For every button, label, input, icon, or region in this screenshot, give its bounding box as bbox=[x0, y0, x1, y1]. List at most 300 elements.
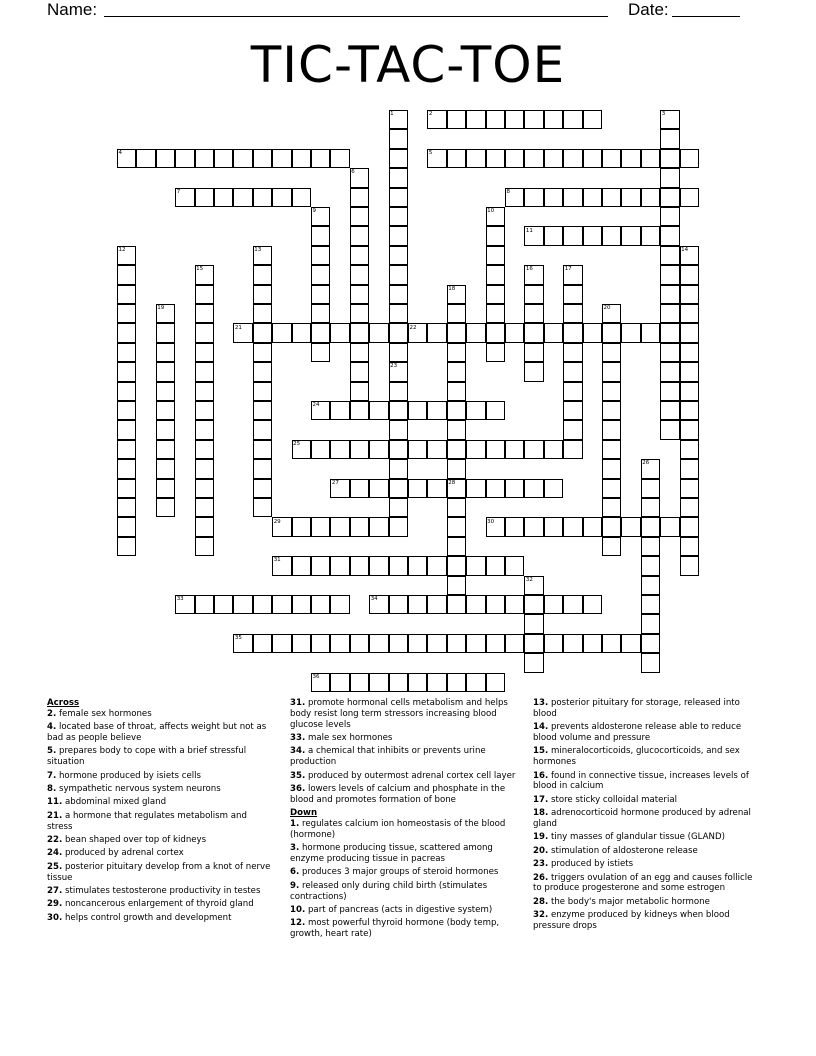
grid-cell[interactable] bbox=[427, 110, 446, 129]
grid-cell[interactable] bbox=[408, 595, 427, 614]
grid-cell[interactable] bbox=[389, 110, 408, 129]
grid-cell[interactable] bbox=[156, 479, 175, 498]
grid-cell[interactable] bbox=[486, 401, 505, 420]
grid-cell[interactable] bbox=[602, 343, 621, 362]
grid-cell[interactable] bbox=[447, 595, 466, 614]
grid-cell[interactable] bbox=[505, 634, 524, 653]
grid-cell[interactable] bbox=[583, 323, 602, 342]
grid-cell[interactable] bbox=[311, 401, 330, 420]
grid-cell[interactable] bbox=[524, 653, 543, 672]
grid-cell[interactable] bbox=[680, 285, 699, 304]
grid-cell[interactable] bbox=[389, 168, 408, 187]
grid-cell[interactable] bbox=[253, 246, 272, 265]
grid-cell[interactable] bbox=[117, 440, 136, 459]
grid-cell[interactable] bbox=[680, 362, 699, 381]
grid-cell[interactable] bbox=[427, 401, 446, 420]
grid-cell[interactable] bbox=[253, 343, 272, 362]
grid-cell[interactable] bbox=[117, 265, 136, 284]
grid-cell[interactable] bbox=[427, 323, 446, 342]
grid-cell[interactable] bbox=[311, 634, 330, 653]
grid-cell[interactable] bbox=[427, 634, 446, 653]
grid-cell[interactable] bbox=[447, 382, 466, 401]
grid-cell[interactable] bbox=[350, 556, 369, 575]
grid-cell[interactable] bbox=[660, 246, 679, 265]
grid-cell[interactable] bbox=[641, 634, 660, 653]
grid-cell[interactable] bbox=[486, 440, 505, 459]
grid-cell[interactable] bbox=[486, 149, 505, 168]
grid-cell[interactable] bbox=[641, 479, 660, 498]
grid-cell[interactable] bbox=[486, 634, 505, 653]
grid-cell[interactable] bbox=[350, 226, 369, 245]
grid-cell[interactable] bbox=[466, 479, 485, 498]
grid-cell[interactable] bbox=[272, 323, 291, 342]
grid-cell[interactable] bbox=[389, 188, 408, 207]
grid-cell[interactable] bbox=[117, 401, 136, 420]
grid-cell[interactable] bbox=[602, 537, 621, 556]
grid-cell[interactable] bbox=[350, 517, 369, 536]
grid-cell[interactable] bbox=[389, 226, 408, 245]
grid-cell[interactable] bbox=[466, 110, 485, 129]
grid-cell[interactable] bbox=[117, 285, 136, 304]
grid-cell[interactable] bbox=[117, 343, 136, 362]
grid-cell[interactable] bbox=[350, 343, 369, 362]
grid-cell[interactable] bbox=[524, 362, 543, 381]
grid-cell[interactable] bbox=[350, 168, 369, 187]
grid-cell[interactable] bbox=[544, 188, 563, 207]
grid-cell[interactable] bbox=[680, 382, 699, 401]
grid-cell[interactable] bbox=[641, 556, 660, 575]
grid-cell[interactable] bbox=[408, 556, 427, 575]
grid-cell[interactable] bbox=[447, 634, 466, 653]
grid-cell[interactable] bbox=[117, 517, 136, 536]
grid-cell[interactable] bbox=[447, 440, 466, 459]
grid-cell[interactable] bbox=[427, 479, 446, 498]
grid-cell[interactable] bbox=[544, 323, 563, 342]
grid-cell[interactable] bbox=[563, 440, 582, 459]
grid-cell[interactable] bbox=[583, 517, 602, 536]
grid-cell[interactable] bbox=[156, 323, 175, 342]
grid-cell[interactable] bbox=[156, 420, 175, 439]
grid-cell[interactable] bbox=[583, 226, 602, 245]
grid-cell[interactable] bbox=[524, 285, 543, 304]
grid-cell[interactable] bbox=[602, 323, 621, 342]
grid-cell[interactable] bbox=[389, 382, 408, 401]
grid-cell[interactable] bbox=[486, 556, 505, 575]
grid-cell[interactable] bbox=[447, 576, 466, 595]
grid-cell[interactable] bbox=[602, 226, 621, 245]
grid-cell[interactable] bbox=[466, 634, 485, 653]
grid-cell[interactable] bbox=[660, 420, 679, 439]
grid-cell[interactable] bbox=[233, 149, 252, 168]
grid-cell[interactable] bbox=[389, 498, 408, 517]
grid-cell[interactable] bbox=[466, 323, 485, 342]
grid-cell[interactable] bbox=[350, 188, 369, 207]
grid-cell[interactable] bbox=[524, 440, 543, 459]
grid-cell[interactable] bbox=[680, 323, 699, 342]
grid-cell[interactable] bbox=[292, 149, 311, 168]
grid-cell[interactable] bbox=[544, 634, 563, 653]
grid-cell[interactable] bbox=[156, 459, 175, 478]
grid-cell[interactable] bbox=[330, 401, 349, 420]
grid-cell[interactable] bbox=[408, 673, 427, 692]
grid-cell[interactable] bbox=[311, 265, 330, 284]
grid-cell[interactable] bbox=[563, 265, 582, 284]
grid-cell[interactable] bbox=[447, 401, 466, 420]
grid-cell[interactable] bbox=[253, 323, 272, 342]
grid-cell[interactable] bbox=[311, 285, 330, 304]
grid-cell[interactable] bbox=[505, 110, 524, 129]
grid-cell[interactable] bbox=[233, 634, 252, 653]
grid-cell[interactable] bbox=[311, 246, 330, 265]
grid-cell[interactable] bbox=[253, 149, 272, 168]
grid-cell[interactable] bbox=[660, 517, 679, 536]
grid-cell[interactable] bbox=[486, 265, 505, 284]
grid-cell[interactable] bbox=[253, 382, 272, 401]
grid-cell[interactable] bbox=[641, 653, 660, 672]
grid-cell[interactable] bbox=[660, 168, 679, 187]
grid-cell[interactable] bbox=[563, 343, 582, 362]
grid-cell[interactable] bbox=[214, 188, 233, 207]
grid-cell[interactable] bbox=[602, 401, 621, 420]
grid-cell[interactable] bbox=[505, 149, 524, 168]
grid-cell[interactable] bbox=[117, 149, 136, 168]
grid-cell[interactable] bbox=[214, 595, 233, 614]
grid-cell[interactable] bbox=[311, 304, 330, 323]
grid-cell[interactable] bbox=[389, 323, 408, 342]
grid-cell[interactable] bbox=[195, 498, 214, 517]
grid-cell[interactable] bbox=[330, 673, 349, 692]
grid-cell[interactable] bbox=[233, 595, 252, 614]
grid-cell[interactable] bbox=[544, 479, 563, 498]
grid-cell[interactable] bbox=[292, 517, 311, 536]
grid-cell[interactable] bbox=[486, 246, 505, 265]
grid-cell[interactable] bbox=[330, 149, 349, 168]
grid-cell[interactable] bbox=[680, 265, 699, 284]
grid-cell[interactable] bbox=[330, 517, 349, 536]
grid-cell[interactable] bbox=[505, 595, 524, 614]
grid-cell[interactable] bbox=[272, 149, 291, 168]
grid-cell[interactable] bbox=[195, 362, 214, 381]
grid-cell[interactable] bbox=[641, 149, 660, 168]
grid-cell[interactable] bbox=[369, 517, 388, 536]
grid-cell[interactable] bbox=[117, 459, 136, 478]
grid-cell[interactable] bbox=[408, 440, 427, 459]
grid-cell[interactable] bbox=[195, 517, 214, 536]
grid-cell[interactable] bbox=[524, 323, 543, 342]
grid-cell[interactable] bbox=[660, 110, 679, 129]
grid-cell[interactable] bbox=[195, 420, 214, 439]
grid-cell[interactable] bbox=[583, 595, 602, 614]
grid-cell[interactable] bbox=[486, 226, 505, 245]
grid-cell[interactable] bbox=[117, 362, 136, 381]
grid-cell[interactable] bbox=[583, 110, 602, 129]
grid-cell[interactable] bbox=[641, 537, 660, 556]
grid-cell[interactable] bbox=[680, 343, 699, 362]
grid-cell[interactable] bbox=[427, 149, 446, 168]
grid-cell[interactable] bbox=[660, 323, 679, 342]
grid-cell[interactable] bbox=[602, 498, 621, 517]
grid-cell[interactable] bbox=[602, 634, 621, 653]
grid-cell[interactable] bbox=[563, 188, 582, 207]
grid-cell[interactable] bbox=[330, 440, 349, 459]
grid-cell[interactable] bbox=[311, 556, 330, 575]
grid-cell[interactable] bbox=[660, 401, 679, 420]
grid-cell[interactable] bbox=[447, 479, 466, 498]
grid-cell[interactable] bbox=[389, 479, 408, 498]
grid-cell[interactable] bbox=[195, 188, 214, 207]
grid-cell[interactable] bbox=[447, 517, 466, 536]
grid-cell[interactable] bbox=[486, 207, 505, 226]
grid-cell[interactable] bbox=[524, 634, 543, 653]
grid-cell[interactable] bbox=[214, 149, 233, 168]
grid-cell[interactable] bbox=[253, 285, 272, 304]
grid-cell[interactable] bbox=[117, 382, 136, 401]
grid-cell[interactable] bbox=[486, 304, 505, 323]
grid-cell[interactable] bbox=[524, 304, 543, 323]
grid-cell[interactable] bbox=[427, 673, 446, 692]
grid-cell[interactable] bbox=[311, 149, 330, 168]
grid-cell[interactable] bbox=[311, 323, 330, 342]
grid-cell[interactable] bbox=[408, 634, 427, 653]
grid-cell[interactable] bbox=[408, 323, 427, 342]
grid-cell[interactable] bbox=[272, 188, 291, 207]
grid-cell[interactable] bbox=[660, 265, 679, 284]
grid-cell[interactable] bbox=[427, 440, 446, 459]
grid-cell[interactable] bbox=[156, 304, 175, 323]
grid-cell[interactable] bbox=[369, 595, 388, 614]
grid-cell[interactable] bbox=[350, 323, 369, 342]
grid-cell[interactable] bbox=[447, 323, 466, 342]
grid-cell[interactable] bbox=[253, 188, 272, 207]
grid-cell[interactable] bbox=[486, 323, 505, 342]
grid-cell[interactable] bbox=[350, 382, 369, 401]
grid-cell[interactable] bbox=[292, 440, 311, 459]
grid-cell[interactable] bbox=[369, 673, 388, 692]
grid-cell[interactable] bbox=[311, 517, 330, 536]
grid-cell[interactable] bbox=[330, 595, 349, 614]
grid-cell[interactable] bbox=[524, 614, 543, 633]
grid-cell[interactable] bbox=[117, 479, 136, 498]
grid-cell[interactable] bbox=[156, 498, 175, 517]
grid-cell[interactable] bbox=[680, 537, 699, 556]
grid-cell[interactable] bbox=[602, 304, 621, 323]
grid-cell[interactable] bbox=[447, 149, 466, 168]
grid-cell[interactable] bbox=[311, 595, 330, 614]
grid-cell[interactable] bbox=[369, 323, 388, 342]
grid-cell[interactable] bbox=[330, 323, 349, 342]
grid-cell[interactable] bbox=[389, 129, 408, 148]
grid-cell[interactable] bbox=[330, 634, 349, 653]
grid-cell[interactable] bbox=[602, 459, 621, 478]
grid-cell[interactable] bbox=[660, 188, 679, 207]
grid-cell[interactable] bbox=[680, 304, 699, 323]
grid-cell[interactable] bbox=[389, 595, 408, 614]
grid-cell[interactable] bbox=[389, 265, 408, 284]
grid-cell[interactable] bbox=[602, 362, 621, 381]
grid-cell[interactable] bbox=[272, 634, 291, 653]
grid-cell[interactable] bbox=[253, 459, 272, 478]
grid-cell[interactable] bbox=[563, 304, 582, 323]
grid-cell[interactable] bbox=[156, 343, 175, 362]
grid-cell[interactable] bbox=[680, 459, 699, 478]
grid-cell[interactable] bbox=[195, 459, 214, 478]
grid-cell[interactable] bbox=[350, 285, 369, 304]
grid-cell[interactable] bbox=[524, 517, 543, 536]
grid-cell[interactable] bbox=[466, 149, 485, 168]
grid-cell[interactable] bbox=[563, 517, 582, 536]
grid-cell[interactable] bbox=[660, 149, 679, 168]
grid-cell[interactable] bbox=[156, 362, 175, 381]
grid-cell[interactable] bbox=[621, 323, 640, 342]
grid-cell[interactable] bbox=[292, 323, 311, 342]
grid-cell[interactable] bbox=[524, 110, 543, 129]
grid-cell[interactable] bbox=[660, 362, 679, 381]
grid-cell[interactable] bbox=[195, 265, 214, 284]
grid-cell[interactable] bbox=[447, 304, 466, 323]
grid-cell[interactable] bbox=[583, 634, 602, 653]
grid-cell[interactable] bbox=[117, 246, 136, 265]
grid-cell[interactable] bbox=[350, 634, 369, 653]
grid-cell[interactable] bbox=[330, 479, 349, 498]
grid-cell[interactable] bbox=[641, 323, 660, 342]
grid-cell[interactable] bbox=[175, 149, 194, 168]
grid-cell[interactable] bbox=[233, 188, 252, 207]
grid-cell[interactable] bbox=[466, 440, 485, 459]
grid-cell[interactable] bbox=[389, 246, 408, 265]
grid-cell[interactable] bbox=[660, 304, 679, 323]
grid-cell[interactable] bbox=[195, 537, 214, 556]
grid-cell[interactable] bbox=[544, 517, 563, 536]
grid-cell[interactable] bbox=[195, 304, 214, 323]
grid-cell[interactable] bbox=[524, 595, 543, 614]
grid-cell[interactable] bbox=[389, 343, 408, 362]
grid-cell[interactable] bbox=[660, 226, 679, 245]
grid-cell[interactable] bbox=[602, 479, 621, 498]
grid-cell[interactable] bbox=[486, 110, 505, 129]
grid-cell[interactable] bbox=[660, 285, 679, 304]
grid-cell[interactable] bbox=[369, 440, 388, 459]
grid-cell[interactable] bbox=[641, 188, 660, 207]
grid-cell[interactable] bbox=[641, 498, 660, 517]
grid-cell[interactable] bbox=[408, 401, 427, 420]
grid-cell[interactable] bbox=[156, 440, 175, 459]
grid-cell[interactable] bbox=[117, 304, 136, 323]
grid-cell[interactable] bbox=[350, 673, 369, 692]
grid-cell[interactable] bbox=[350, 479, 369, 498]
grid-cell[interactable] bbox=[136, 149, 155, 168]
grid-cell[interactable] bbox=[563, 362, 582, 381]
grid-cell[interactable] bbox=[466, 595, 485, 614]
grid-cell[interactable] bbox=[311, 207, 330, 226]
grid-cell[interactable] bbox=[680, 498, 699, 517]
grid-cell[interactable] bbox=[680, 401, 699, 420]
grid-cell[interactable] bbox=[563, 595, 582, 614]
grid-cell[interactable] bbox=[447, 673, 466, 692]
grid-cell[interactable] bbox=[253, 479, 272, 498]
grid-cell[interactable] bbox=[524, 576, 543, 595]
grid-cell[interactable] bbox=[505, 479, 524, 498]
grid-cell[interactable] bbox=[641, 517, 660, 536]
grid-cell[interactable] bbox=[389, 149, 408, 168]
grid-cell[interactable] bbox=[253, 595, 272, 614]
grid-cell[interactable] bbox=[389, 556, 408, 575]
grid-cell[interactable] bbox=[505, 517, 524, 536]
grid-cell[interactable] bbox=[660, 343, 679, 362]
grid-cell[interactable] bbox=[447, 537, 466, 556]
grid-cell[interactable] bbox=[583, 149, 602, 168]
grid-cell[interactable] bbox=[486, 517, 505, 536]
grid-cell[interactable] bbox=[292, 634, 311, 653]
grid-cell[interactable] bbox=[389, 362, 408, 381]
grid-cell[interactable] bbox=[117, 537, 136, 556]
grid-cell[interactable] bbox=[621, 634, 640, 653]
grid-cell[interactable] bbox=[505, 188, 524, 207]
grid-cell[interactable] bbox=[350, 207, 369, 226]
grid-cell[interactable] bbox=[447, 285, 466, 304]
grid-cell[interactable] bbox=[253, 634, 272, 653]
grid-cell[interactable] bbox=[680, 440, 699, 459]
grid-cell[interactable] bbox=[563, 401, 582, 420]
grid-cell[interactable] bbox=[253, 498, 272, 517]
grid-cell[interactable] bbox=[563, 634, 582, 653]
grid-cell[interactable] bbox=[447, 420, 466, 439]
grid-cell[interactable] bbox=[330, 556, 349, 575]
grid-cell[interactable] bbox=[660, 382, 679, 401]
grid-cell[interactable] bbox=[272, 517, 291, 536]
grid-cell[interactable] bbox=[621, 517, 640, 536]
grid-cell[interactable] bbox=[389, 401, 408, 420]
grid-cell[interactable] bbox=[544, 149, 563, 168]
grid-cell[interactable] bbox=[602, 382, 621, 401]
grid-cell[interactable] bbox=[253, 304, 272, 323]
grid-cell[interactable] bbox=[680, 556, 699, 575]
grid-cell[interactable] bbox=[641, 576, 660, 595]
grid-cell[interactable] bbox=[253, 420, 272, 439]
grid-cell[interactable] bbox=[311, 440, 330, 459]
grid-cell[interactable] bbox=[680, 479, 699, 498]
grid-cell[interactable] bbox=[389, 285, 408, 304]
grid-cell[interactable] bbox=[389, 440, 408, 459]
grid-cell[interactable] bbox=[563, 323, 582, 342]
grid-cell[interactable] bbox=[350, 246, 369, 265]
grid-cell[interactable] bbox=[486, 285, 505, 304]
grid-cell[interactable] bbox=[563, 420, 582, 439]
grid-cell[interactable] bbox=[602, 517, 621, 536]
grid-cell[interactable] bbox=[272, 556, 291, 575]
grid-cell[interactable] bbox=[117, 420, 136, 439]
grid-cell[interactable] bbox=[505, 323, 524, 342]
grid-cell[interactable] bbox=[486, 673, 505, 692]
grid-cell[interactable] bbox=[544, 110, 563, 129]
grid-cell[interactable] bbox=[350, 362, 369, 381]
grid-cell[interactable] bbox=[253, 362, 272, 381]
grid-cell[interactable] bbox=[253, 440, 272, 459]
grid-cell[interactable] bbox=[350, 401, 369, 420]
grid-cell[interactable] bbox=[466, 401, 485, 420]
grid-cell[interactable] bbox=[641, 459, 660, 478]
grid-cell[interactable] bbox=[369, 479, 388, 498]
grid-cell[interactable] bbox=[311, 226, 330, 245]
grid-cell[interactable] bbox=[447, 362, 466, 381]
grid-cell[interactable] bbox=[195, 382, 214, 401]
grid-cell[interactable] bbox=[680, 149, 699, 168]
grid-cell[interactable] bbox=[680, 246, 699, 265]
grid-cell[interactable] bbox=[544, 440, 563, 459]
grid-cell[interactable] bbox=[486, 595, 505, 614]
grid-cell[interactable] bbox=[195, 440, 214, 459]
grid-cell[interactable] bbox=[563, 285, 582, 304]
grid-cell[interactable] bbox=[292, 188, 311, 207]
